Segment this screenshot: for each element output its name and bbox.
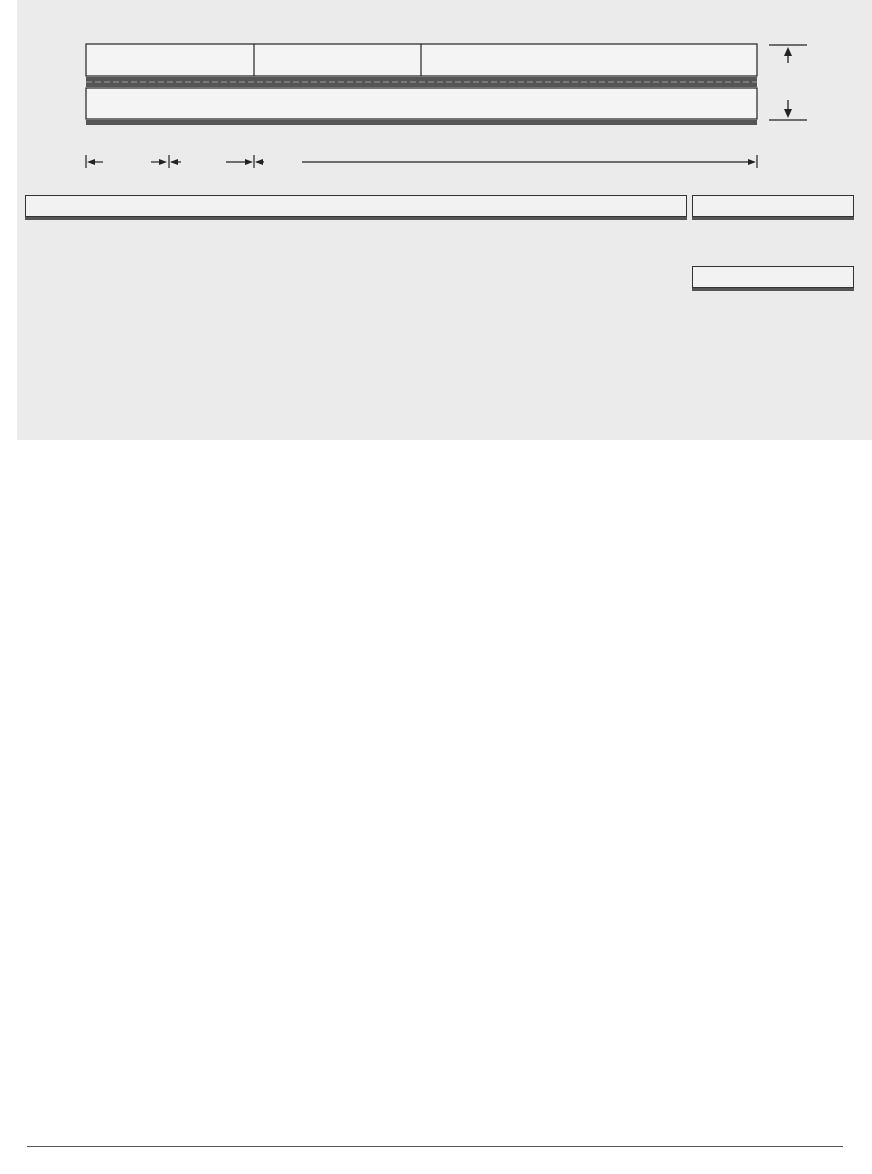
arrow-left-icon (87, 159, 95, 165)
page-footer-rule (27, 1146, 843, 1147)
types-column-3 (462, 228, 495, 241)
arrow-down-icon (784, 109, 792, 118)
arrow-up-icon (784, 47, 792, 56)
arrow-right-icon (245, 159, 253, 165)
column-header (229, 228, 262, 241)
arrow-right-icon (748, 159, 756, 165)
scanned-figure (17, 0, 872, 440)
arrow-right-icon (159, 159, 167, 165)
header-diagram (17, 0, 872, 195)
rfc-title (692, 266, 854, 288)
icmp-types-title (25, 195, 687, 217)
types-column-2 (229, 228, 262, 241)
types-column-1 (27, 228, 54, 241)
arrow-left-icon (255, 159, 263, 165)
header-row-2 (86, 88, 757, 119)
column-header (462, 228, 495, 241)
arrow-left-icon (170, 159, 178, 165)
row-shadow (86, 120, 757, 125)
column-header (27, 228, 54, 241)
bit-group-arrows (86, 155, 757, 168)
checksum-title (692, 195, 854, 217)
